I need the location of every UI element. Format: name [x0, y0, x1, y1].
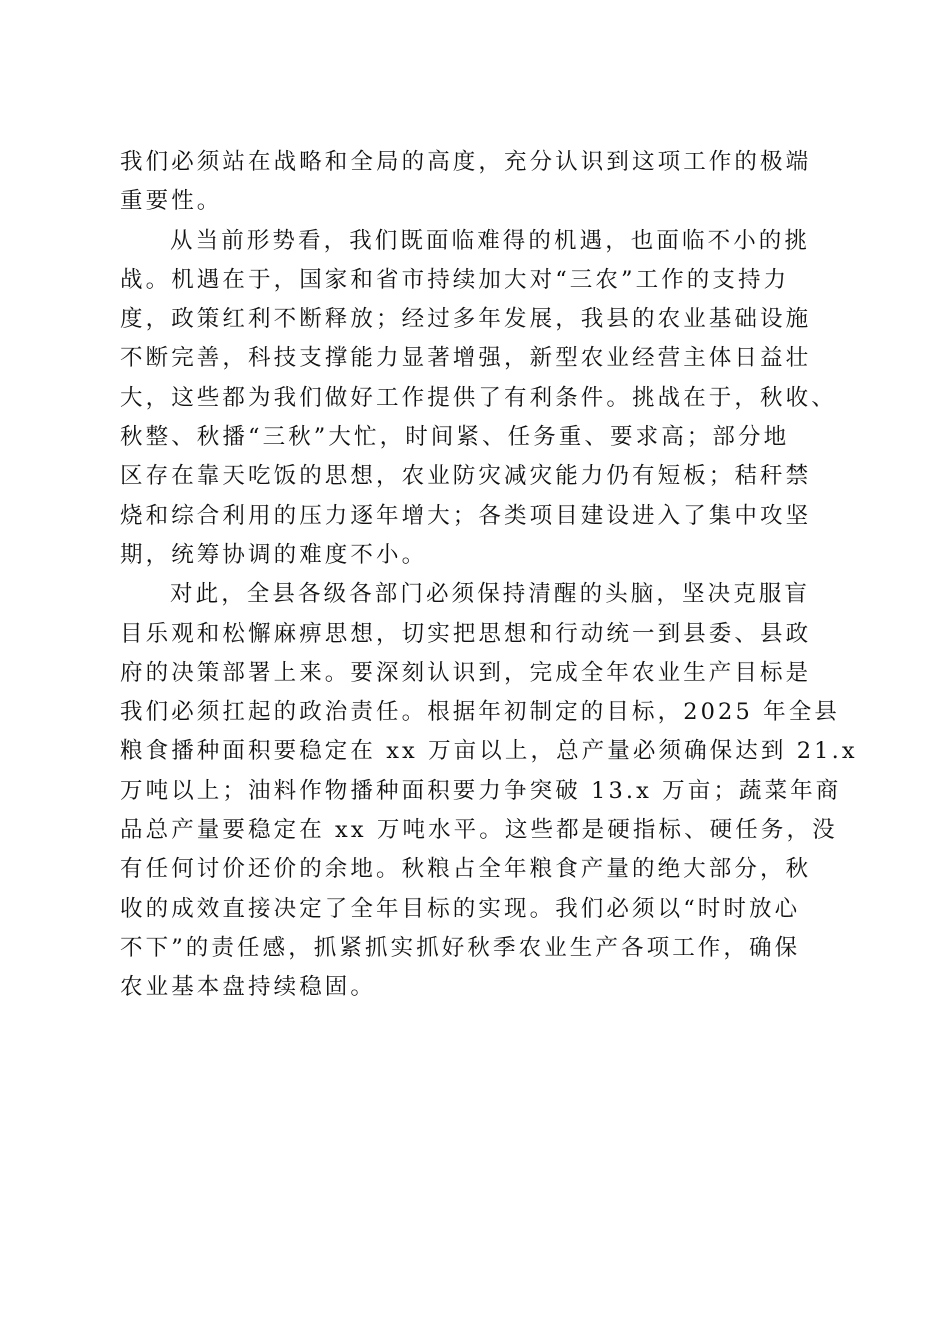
paragraph-start-line: 从当前形势看，我们既面临难得的机遇，也面临不小的挑 [170, 227, 811, 254]
text-line: 大，这些都为我们做好工作提供了有利条件。挑战在于，秋收、 [120, 384, 837, 411]
text-line: 区存在靠天吃饭的思想，农业防灾减灾能力仍有短板；秸秆禁 [120, 463, 812, 490]
text-line: 我们必须扛起的政治责任。根据年初制定的目标，2025 年全县 [120, 699, 840, 726]
text-line: 不断完善，科技支撑能力显著增强，新型农业经营主体日益壮 [120, 345, 812, 372]
document-body [120, 143, 858, 1008]
text-line: 农业基本盘持续稳固。 [120, 974, 377, 1001]
text-line: 万吨以上；油料作物播种面积要力争突破 13.x 万亩；蔬菜年商 [120, 777, 842, 804]
text-line: 收的成效直接决定了全年目标的实现。我们必须以“时时放心 [120, 895, 801, 922]
text-line: 我们必须站在战略和全局的高度，充分认识到这项工作的极端 [120, 149, 812, 175]
text-line: 目乐观和松懈麻痹思想，切实把思想和行动统一到县委、县政 [120, 620, 812, 647]
text-line: 品总产量要稳定在 xx 万吨水平。这些都是硬指标、硬任务，没 [120, 817, 838, 844]
text-line: 粮食播种面积要稳定在 xx 万亩以上，总产量必须确保达到 21.x [120, 738, 858, 765]
text-line: 不下”的责任感，抓紧抓实抓好秋季农业生产各项工作，确保 [120, 934, 801, 961]
text-line: 战。机遇在于，国家和省市持续加大对“三农”工作的支持力 [120, 266, 790, 293]
paragraph-start-line: 对此，全县各级各部门必须保持清醒的头脑，坚决克服盲 [170, 581, 811, 608]
text-line: 期，统筹协调的难度不小。 [120, 541, 428, 568]
text-line: 有任何讨价还价的余地。秋粮占全年粮食产量的绝大部分，秋 [120, 856, 812, 883]
text-line: 秋整、秋播“三秋”大忙，时间紧、任务重、要求高；部分地 [120, 424, 790, 451]
text-line: 度，政策红利不断释放；经过多年发展，我县的农业基础设施 [120, 306, 812, 333]
text-line: 重要性。 [120, 188, 223, 215]
text-line: 府的决策部署上来。要深刻认识到，完成全年农业生产目标是 [120, 659, 812, 686]
text-line: 烧和综合利用的压力逐年增大；各类项目建设进入了集中攻坚 [120, 502, 812, 529]
